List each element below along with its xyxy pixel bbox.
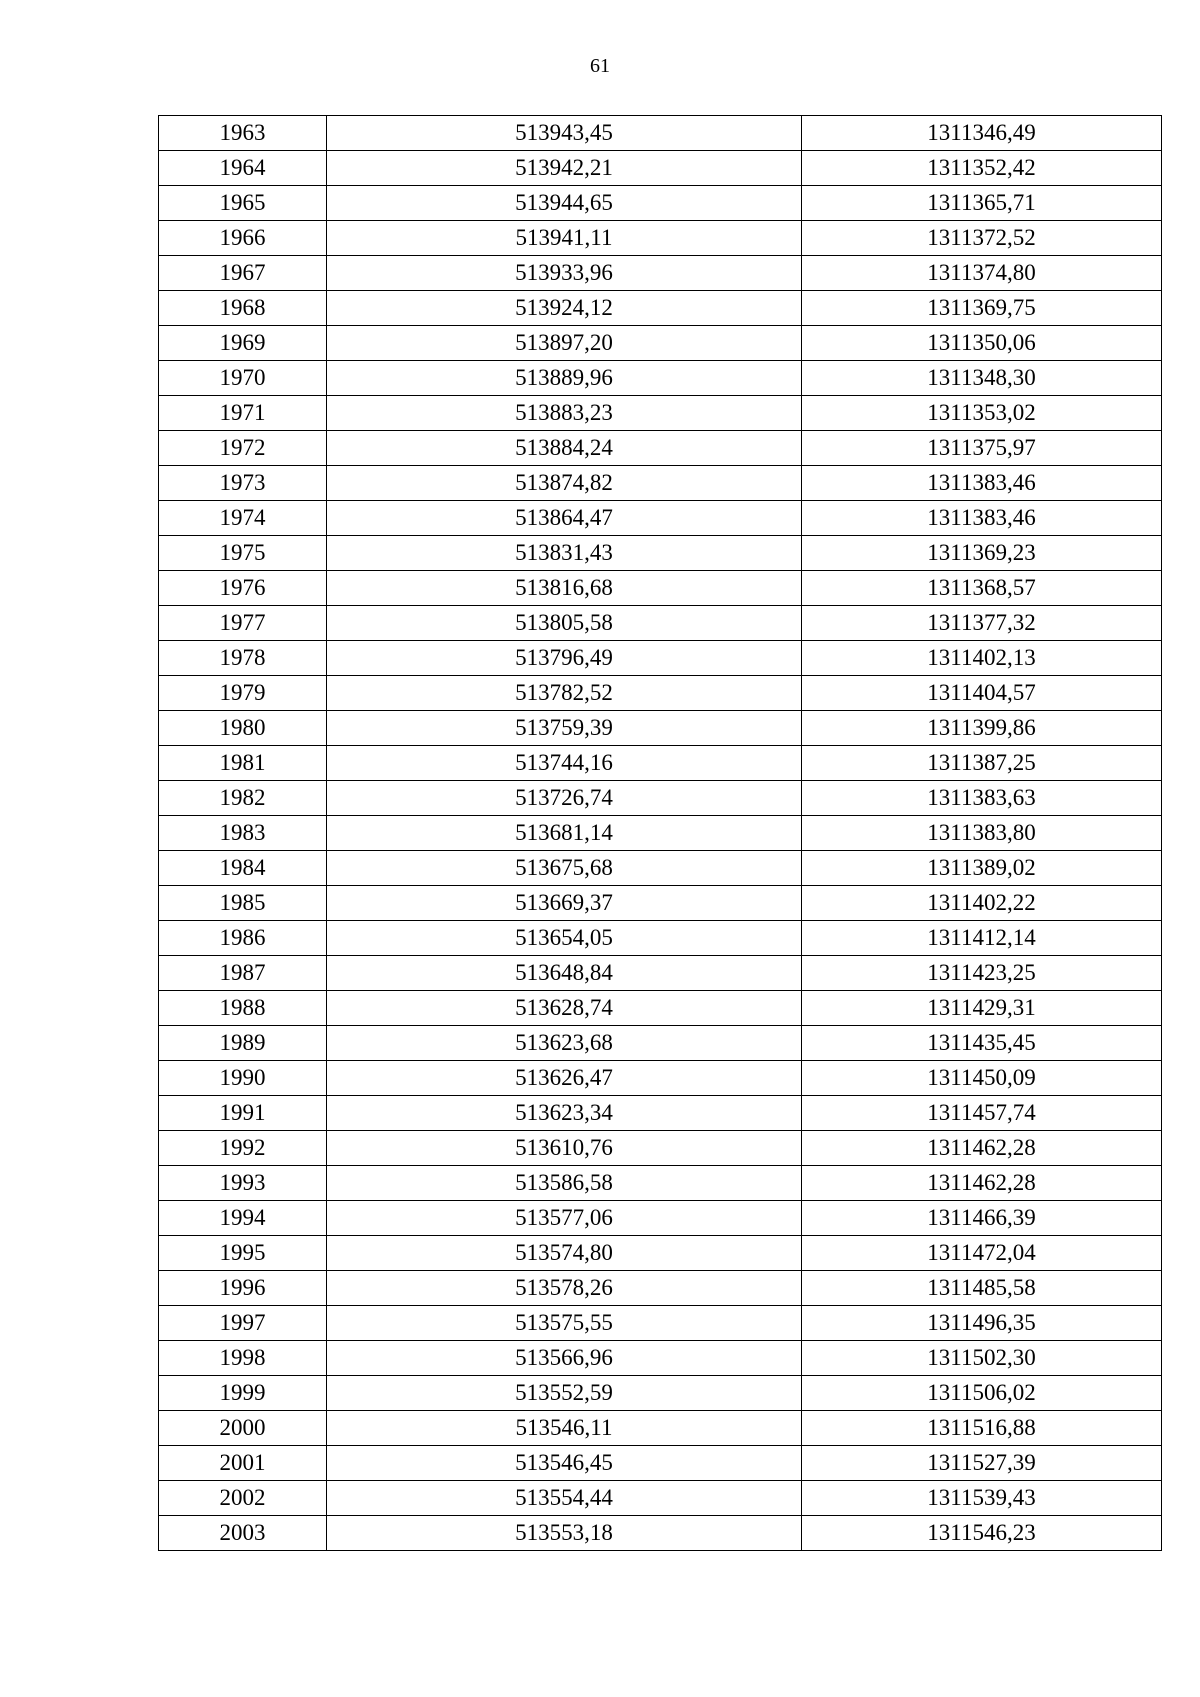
value-cell-1: 513796,49 [327,641,802,676]
value-cell-2: 1311527,39 [802,1446,1162,1481]
year-cell: 1969 [159,326,327,361]
value-cell-1: 513883,23 [327,396,802,431]
value-cell-2: 1311377,32 [802,606,1162,641]
value-cell-2: 1311466,39 [802,1201,1162,1236]
value-cell-2: 1311372,52 [802,221,1162,256]
value-cell-2: 1311402,13 [802,641,1162,676]
year-cell: 1997 [159,1306,327,1341]
table-row [159,1166,1162,1201]
value-cell-1: 513566,96 [327,1341,802,1376]
value-cell-1: 513942,21 [327,151,802,186]
value-cell-2: 1311472,04 [802,1236,1162,1271]
value-cell-2: 1311506,02 [802,1376,1162,1411]
year-cell: 1986 [159,921,327,956]
table-row [159,851,1162,886]
year-cell: 1981 [159,746,327,781]
table-row [159,291,1162,326]
table-row [159,606,1162,641]
table-row [159,256,1162,291]
value-cell-2: 1311462,28 [802,1166,1162,1201]
value-cell-1: 513648,84 [327,956,802,991]
table-row [159,816,1162,851]
table-row [159,1201,1162,1236]
year-cell: 1979 [159,676,327,711]
value-cell-2: 1311369,75 [802,291,1162,326]
table-row [159,1096,1162,1131]
year-cell: 1978 [159,641,327,676]
table-row [159,1446,1162,1481]
table-row [159,1516,1162,1551]
year-cell: 1989 [159,1026,327,1061]
year-cell: 1970 [159,361,327,396]
year-cell: 1977 [159,606,327,641]
year-cell: 1992 [159,1131,327,1166]
value-cell-2: 1311346,49 [802,116,1162,151]
value-cell-2: 1311369,23 [802,536,1162,571]
year-cell: 1964 [159,151,327,186]
table-row [159,361,1162,396]
table-row [159,641,1162,676]
data-table [158,115,1162,1551]
year-cell: 1991 [159,1096,327,1131]
table-body [159,116,1162,1551]
value-cell-2: 1311383,63 [802,781,1162,816]
value-cell-1: 513864,47 [327,501,802,536]
value-cell-2: 1311374,80 [802,256,1162,291]
value-cell-1: 513628,74 [327,991,802,1026]
table-row [159,1341,1162,1376]
value-cell-2: 1311404,57 [802,676,1162,711]
value-cell-1: 513782,52 [327,676,802,711]
table-row [159,466,1162,501]
value-cell-2: 1311457,74 [802,1096,1162,1131]
value-cell-1: 513553,18 [327,1516,802,1551]
year-cell: 1968 [159,291,327,326]
value-cell-2: 1311368,57 [802,571,1162,606]
value-cell-2: 1311502,30 [802,1341,1162,1376]
table-row [159,1131,1162,1166]
value-cell-2: 1311383,46 [802,501,1162,536]
table-row [159,886,1162,921]
value-cell-2: 1311546,23 [802,1516,1162,1551]
value-cell-1: 513577,06 [327,1201,802,1236]
table-row [159,396,1162,431]
year-cell: 1994 [159,1201,327,1236]
table-row [159,1411,1162,1446]
year-cell: 2003 [159,1516,327,1551]
table-row [159,711,1162,746]
table-row [159,536,1162,571]
year-cell: 1984 [159,851,327,886]
table-row [159,501,1162,536]
value-cell-2: 1311352,42 [802,151,1162,186]
year-cell: 1971 [159,396,327,431]
year-cell: 1972 [159,431,327,466]
value-cell-1: 513941,11 [327,221,802,256]
value-cell-2: 1311387,25 [802,746,1162,781]
value-cell-2: 1311423,25 [802,956,1162,991]
value-cell-1: 513924,12 [327,291,802,326]
table-row [159,1271,1162,1306]
value-cell-1: 513610,76 [327,1131,802,1166]
value-cell-2: 1311496,35 [802,1306,1162,1341]
year-cell: 1974 [159,501,327,536]
value-cell-2: 1311435,45 [802,1026,1162,1061]
year-cell: 2001 [159,1446,327,1481]
year-cell: 1980 [159,711,327,746]
value-cell-2: 1311462,28 [802,1131,1162,1166]
value-cell-1: 513805,58 [327,606,802,641]
value-cell-2: 1311353,02 [802,396,1162,431]
table-row [159,326,1162,361]
value-cell-2: 1311485,58 [802,1271,1162,1306]
year-cell: 1983 [159,816,327,851]
table-row [159,956,1162,991]
year-cell: 1990 [159,1061,327,1096]
value-cell-2: 1311383,46 [802,466,1162,501]
year-cell: 1976 [159,571,327,606]
year-cell: 1998 [159,1341,327,1376]
table-row [159,781,1162,816]
year-cell: 2002 [159,1481,327,1516]
value-cell-2: 1311350,06 [802,326,1162,361]
value-cell-1: 513546,45 [327,1446,802,1481]
value-cell-1: 513586,58 [327,1166,802,1201]
value-cell-1: 513626,47 [327,1061,802,1096]
table-row [159,116,1162,151]
table-row [159,221,1162,256]
value-cell-1: 513681,14 [327,816,802,851]
value-cell-1: 513744,16 [327,746,802,781]
year-cell: 1996 [159,1271,327,1306]
value-cell-2: 1311399,86 [802,711,1162,746]
value-cell-1: 513554,44 [327,1481,802,1516]
table-row [159,186,1162,221]
value-cell-1: 513578,26 [327,1271,802,1306]
year-cell: 1993 [159,1166,327,1201]
table-row [159,1376,1162,1411]
table-row [159,1236,1162,1271]
value-cell-2: 1311389,02 [802,851,1162,886]
value-cell-1: 513943,45 [327,116,802,151]
year-cell: 1966 [159,221,327,256]
value-cell-2: 1311365,71 [802,186,1162,221]
value-cell-1: 513884,24 [327,431,802,466]
value-cell-1: 513889,96 [327,361,802,396]
value-cell-2: 1311412,14 [802,921,1162,956]
value-cell-1: 513874,82 [327,466,802,501]
year-cell: 1965 [159,186,327,221]
year-cell: 1963 [159,116,327,151]
value-cell-1: 513574,80 [327,1236,802,1271]
value-cell-1: 513944,65 [327,186,802,221]
table-row [159,431,1162,466]
value-cell-2: 1311516,88 [802,1411,1162,1446]
value-cell-2: 1311539,43 [802,1481,1162,1516]
value-cell-1: 513675,68 [327,851,802,886]
year-cell: 1987 [159,956,327,991]
value-cell-1: 513759,39 [327,711,802,746]
table-row [159,746,1162,781]
year-cell: 2000 [159,1411,327,1446]
value-cell-2: 1311348,30 [802,361,1162,396]
table-row [159,991,1162,1026]
table-row [159,151,1162,186]
table-row [159,1306,1162,1341]
table-row [159,1061,1162,1096]
table-row [159,676,1162,711]
value-cell-1: 513546,11 [327,1411,802,1446]
value-cell-1: 513623,68 [327,1026,802,1061]
value-cell-1: 513897,20 [327,326,802,361]
value-cell-1: 513654,05 [327,921,802,956]
year-cell: 1999 [159,1376,327,1411]
value-cell-1: 513623,34 [327,1096,802,1131]
value-cell-1: 513816,68 [327,571,802,606]
page-number: 61 [590,55,610,77]
value-cell-2: 1311402,22 [802,886,1162,921]
year-cell: 1975 [159,536,327,571]
value-cell-2: 1311450,09 [802,1061,1162,1096]
value-cell-1: 513933,96 [327,256,802,291]
value-cell-2: 1311375,97 [802,431,1162,466]
table-row [159,1026,1162,1061]
year-cell: 1967 [159,256,327,291]
value-cell-2: 1311383,80 [802,816,1162,851]
value-cell-1: 513552,59 [327,1376,802,1411]
value-cell-1: 513575,55 [327,1306,802,1341]
year-cell: 1982 [159,781,327,816]
table-row [159,921,1162,956]
value-cell-2: 1311429,31 [802,991,1162,1026]
year-cell: 1988 [159,991,327,1026]
table-row [159,571,1162,606]
value-cell-1: 513831,43 [327,536,802,571]
year-cell: 1985 [159,886,327,921]
value-cell-1: 513726,74 [327,781,802,816]
year-cell: 1973 [159,466,327,501]
year-cell: 1995 [159,1236,327,1271]
table-row [159,1481,1162,1516]
value-cell-1: 513669,37 [327,886,802,921]
